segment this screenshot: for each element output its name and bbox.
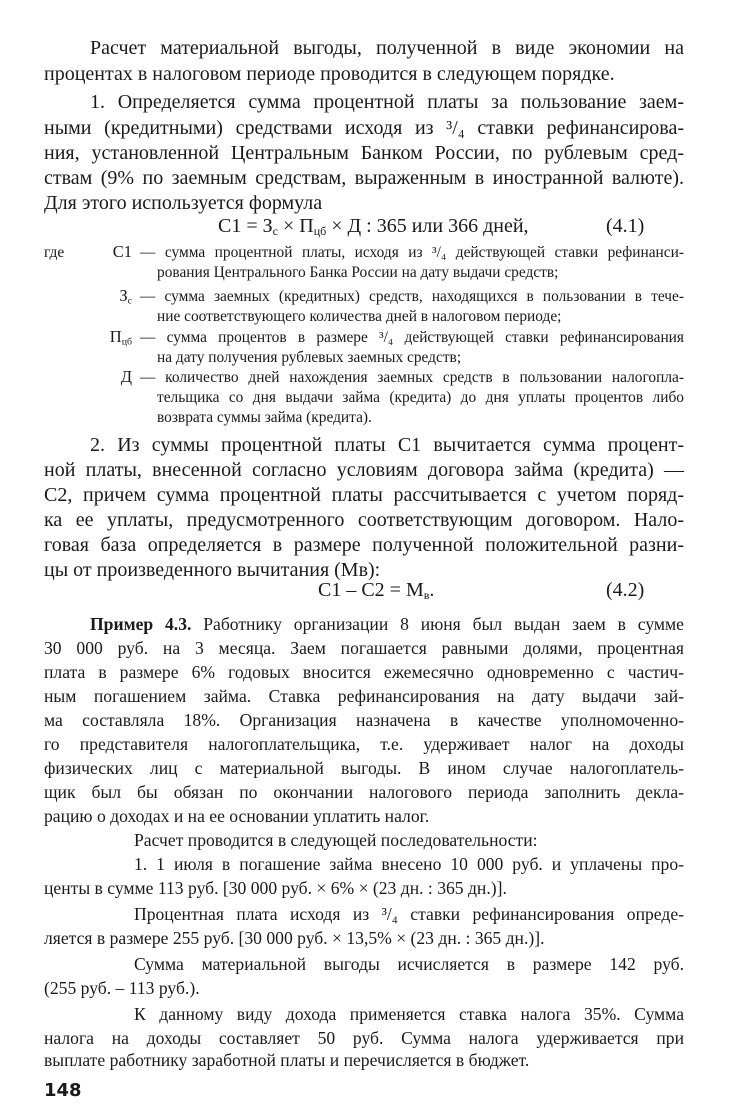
definition-symbol: Д: [120, 367, 132, 386]
definition-line: — сумма процентной платы, исходя из ³/₄ действующей ставки рефинанси-: [140, 244, 684, 261]
definition-symbol: $З_с$: [119, 286, 132, 307]
example-line: 30 000 руб. на 3 месяца. Заем погашается равными долями, процентная: [44, 638, 684, 658]
definition-line: ние соответствующего количества дней в налоговом периоде;: [157, 308, 562, 325]
example-title: Пример 4.3.: [90, 614, 192, 634]
page-number: 148: [44, 1080, 82, 1101]
where-label: где: [44, 244, 65, 261]
step1-line: 1. Определяется сумма процентной платы за пользование заем-: [90, 91, 684, 113]
example-line: го представителя налогоплательщика, т.е. удерживает налог на доходы: [44, 734, 684, 754]
example-line: щик был бы обязан по окончании налогового периода заполнить декла-: [44, 782, 684, 802]
calc-line: налога на доходы составляет 50 руб. Сумма налога удерживается при: [44, 1028, 684, 1048]
calc-line: центы в сумме 113 руб. [30 000 руб. × 6% × (23 дн. : 365 дн.)].: [44, 878, 507, 898]
example-line: ма составляла 18%. Организация назначена в качестве уполномоченно-: [44, 710, 684, 730]
definition-line: на дату получения рублевых заемных средств;: [157, 349, 462, 366]
definition-symbol: С1: [112, 242, 132, 261]
calc-line: (255 руб. – 113 руб.).: [44, 978, 200, 998]
definition-line: рования Центрального Банка России на дату выдачи средств;: [157, 264, 559, 281]
step1-line: ния, установленной Центральным Банком России, по рублевым сред-: [44, 142, 684, 164]
calc-line: К данному виду дохода применяется ставка налога 35%. Сумма: [134, 1004, 684, 1024]
step2-line: ной платы, внесенной согласно условиям договора займа (кредита) —: [44, 459, 684, 481]
equation-number: (4.1): [606, 215, 645, 237]
intro-line: Расчет материальной выгоды, полученной в виде экономии на: [90, 37, 684, 59]
example-line: ным погашением займа. Ставка рефинансирования на дату выдачи зай-: [44, 686, 684, 706]
step2-line: говая база определяется в размере полученной положительной разни-: [44, 534, 684, 556]
example-line: Пример 4.3. Работнику организации 8 июня был выдан заем в сумме: [90, 614, 684, 634]
step1-line: ствам (9% по заемным средствам, выраженным в иностранной валюте).: [44, 167, 684, 189]
intro-line: процентах в налоговом периоде проводится в следующем порядке.: [44, 63, 615, 85]
step2-line: цы от произведенного вычитания (Мв):: [44, 559, 381, 581]
definition-line: тельщика со дня выдачи займа (кредита) до дня уплаты процентов либо: [157, 389, 684, 406]
calc-line: Расчет проводится в следующей последовательности:: [134, 830, 538, 850]
definition-line: — сумма процентов в размере ³/₄ действующей ставки рефинансирования: [140, 329, 684, 346]
formula-4-2: $С1 - С2 = М_в$.: [318, 579, 435, 602]
definition-line: — сумма заемных (кредитных) средств, находящихся в пользовании в тече-: [140, 288, 684, 305]
definition-line: — количество дней нахождения заемных средств в пользовании налогопла-: [140, 369, 684, 386]
step1-line: ными (кредитными) средствами исходя из ³/₄ ставки рефинансирова-: [44, 117, 684, 139]
equation-number: (4.2): [606, 579, 645, 601]
definition-line: возврата суммы займа (кредита).: [157, 409, 372, 426]
calc-line: ляется в размере 255 руб. [30 000 руб. × 13,5% × (23 дн. : 365 дн.)].: [44, 928, 545, 948]
calc-line: 1. 1 июля в погашение займа внесено 10 000 руб. и уплачены про-: [134, 854, 684, 874]
step2-line: С2, причем сумма процентной платы рассчитывается с учетом поряд-: [44, 484, 684, 506]
example-line: плата в размере 6% годовых вносится ежемесячно одновременно с частич-: [44, 662, 684, 682]
example-line: рацию о доходах и на ее основании уплатить налог.: [44, 806, 430, 826]
example-line: физических лиц с материальной выгоды. В ином случае налогоплатель-: [44, 758, 684, 778]
step2-line: 2. Из суммы процентной платы С1 вычитается сумма процент-: [90, 434, 684, 456]
calc-line: выплате работнику заработной платы и перечисляется в бюджет.: [44, 1050, 530, 1070]
definition-symbol: $П_{цб}$: [109, 327, 132, 348]
calc-line: Сумма материальной выгоды исчисляется в размере 142 руб.: [134, 954, 684, 974]
formula-4-1: $С1 = З_с \times П_{цб} \times Д$ : 365 или 366 дней,: [218, 215, 529, 238]
calc-line: Процентная плата исходя из ³/₄ ставки рефинансирования опреде-: [134, 904, 684, 924]
step2-line: ка ее уплаты, предусмотренного соответствующим договором. Нало-: [44, 509, 684, 531]
step1-line: Для этого используется формула: [44, 192, 323, 214]
